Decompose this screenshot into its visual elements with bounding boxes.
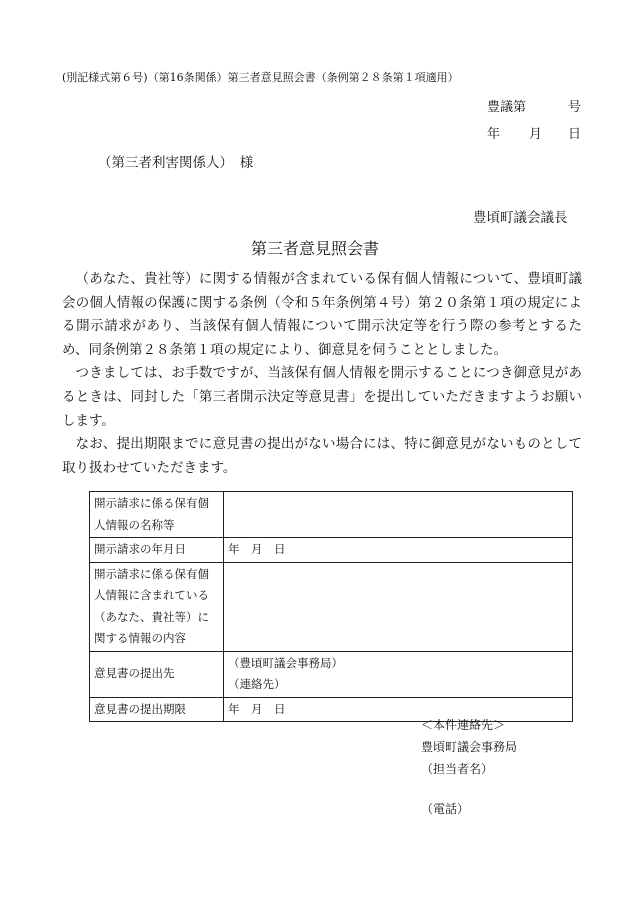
contact-office: 豊頃町議会事務局 [421, 740, 518, 754]
document-number-prefix: 豊議第 [487, 100, 527, 115]
table-label: 意見書の提出期限 [90, 697, 224, 722]
form-reference: (別記様式第６号)（第16条関係）第三者意見照会書（条例第２８条第１項適用） [62, 71, 459, 84]
body-text [62, 268, 582, 480]
table-row [90, 492, 573, 538]
submission-contact: （連絡先） [228, 677, 286, 691]
submission-office: （豊頃町議会事務局） [228, 655, 343, 670]
table-row [90, 538, 573, 563]
table-row [90, 651, 573, 697]
table-value [224, 562, 573, 651]
sender: 豊頃町議会議長 [473, 210, 568, 226]
info-table [89, 491, 573, 722]
recipient: （第三者利害関係人） 様 [98, 155, 254, 171]
table-label: 開示請求の年月日 [90, 538, 224, 563]
document-title: 第三者意見照会書 [250, 239, 379, 258]
table-value: 年 月 日 [224, 697, 573, 722]
table-row [90, 562, 573, 651]
table-value [224, 651, 573, 697]
date-day: 日 [568, 127, 582, 142]
table-label: 意見書の提出先 [90, 651, 224, 697]
body-paragraph-3: なお、提出期限までに意見書の提出がない場合には、特に御意見がないものとして取り扱わせていただきます。 [62, 436, 582, 476]
contact-person: （担当者名） [421, 762, 494, 776]
table-label: 開示請求に係る保有個人情報に含まれている（あなた、貴社等）に関する情報の内容 [90, 562, 224, 651]
contact-heading: ＜本件連絡先＞ [421, 718, 506, 732]
body-paragraph-2: つきましては、お手数ですが、当該保有個人情報を開示することにつき御意見があるときは、同封した「第三者開示決定等意見書」を提出していただきますようお願いします。 [62, 365, 582, 429]
table-label: 開示請求に係る保有個人情報の名称等 [90, 492, 224, 538]
date-year: 年 [487, 127, 501, 142]
table-value: 年 月 日 [224, 538, 573, 563]
table-value [224, 492, 573, 538]
date-month: 月 [529, 127, 543, 142]
body-paragraph-1: （あなた、貴社等）に関する情報が含まれている保有個人情報について、豊頃町議会の個人情報の保護に関する条例（令和５年条例第４号）第２０条第１項の規定による開示請求があり、当該保有個人情報について開示決定等を行う際の参考とするため、同条例第２８条第１項の規定により、御意見を伺うこととしました。 [62, 271, 582, 358]
document-number-suffix: 号 [568, 100, 582, 115]
contact-phone: （電話） [421, 802, 470, 816]
